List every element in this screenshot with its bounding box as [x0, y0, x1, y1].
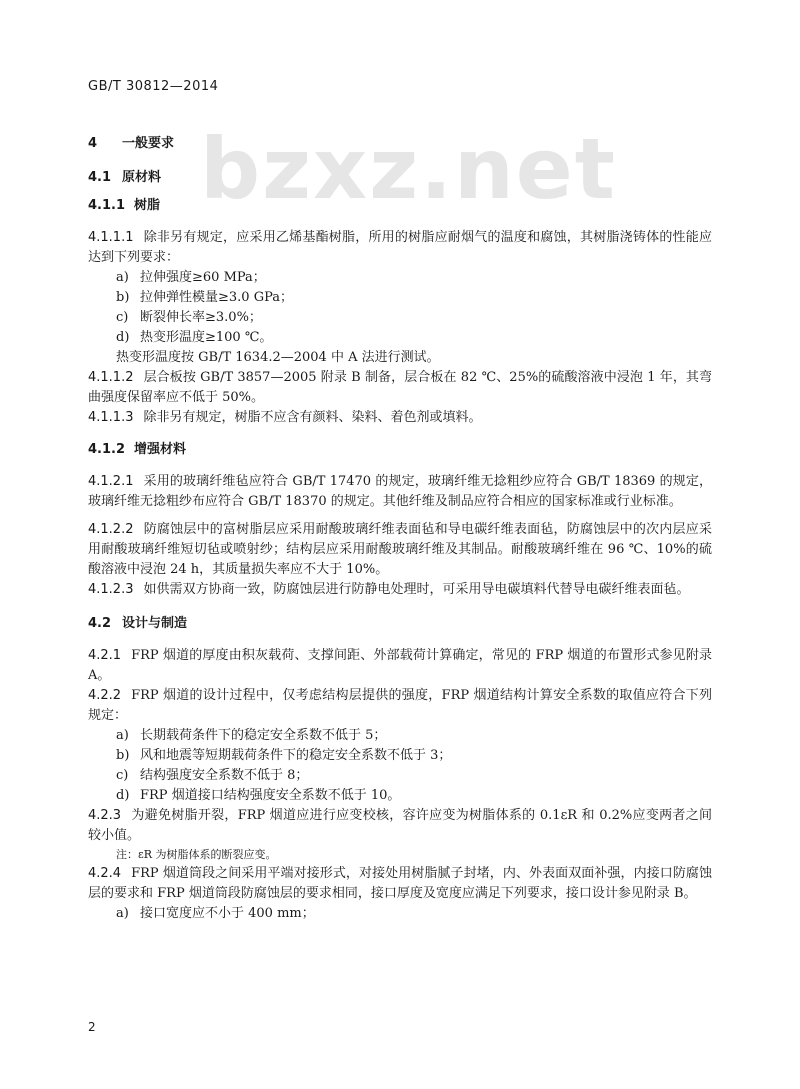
- list-item: a) 拉伸强度≥60 MPa；: [116, 270, 266, 285]
- clause-4-1-2-1: 4.1.2.1 采用的玻璃纤维毡应符合 GB/T 17470 的规定，玻璃纤维无捻粗纱应符合 GB/T 18369 的规定，玻璃纤维无捻粗纱布应符合 GB/T 18370 的规定。其他纤维及制品应符合相应的国家标准或行业标准。: [88, 474, 712, 509]
- heading-section-4-1-2: 4.1.2 增强材料: [88, 442, 187, 457]
- clause-4-1-1-1: 4.1.1.1 除非另有规定，应采用乙烯基酯树脂，所用的树脂应耐烟气的温度和腐蚀，其树脂浇铸体的性能应达到下列要求：: [88, 230, 712, 265]
- heading-section-4-2: 4.2 设计与制造: [88, 616, 188, 631]
- list-item: d) FRP 烟道接口结构强度安全系数不低于 10。: [116, 788, 401, 803]
- list-item: d) 热变形温度≥100 ℃。: [116, 330, 273, 345]
- heading-section-4-1: 4.1 原材料: [88, 170, 162, 185]
- list-item: b) 风和地震等短期载荷条件下的稳定安全系数不低于 3；: [116, 748, 452, 763]
- clause-4-2-4: 4.2.4 FRP 烟道筒段之间采用平端对接形式，对接处用树脂腻子封堵，内、外表面双面补强，内接口防腐蚀层的要求和 FRP 烟道筒段防腐蚀层的要求相同，接口厚度及宽度应满足下列要求，接口设计参见附录 B。: [88, 866, 712, 901]
- list-item: a) 长期载荷条件下的稳定安全系数不低于 5；: [116, 728, 387, 743]
- heading-section-4-1-1: 4.1.1 树脂: [88, 198, 161, 213]
- heading-section-4: 4 一般要求: [88, 136, 175, 151]
- watermark-logo: bzxz.net: [200, 120, 617, 218]
- clause-4-1-1-3: 4.1.1.3 除非另有规定，树脂不应含有颜料、染料、着色剂或填料。: [88, 410, 482, 425]
- clause-4-1-1-2: 4.1.1.2 层合板按 GB/T 3857—2005 附录 B 制备，层合板在 82 ℃、25%的硫酸溶液中浸泡 1 年，其弯曲强度保留率应不低于 50%。: [88, 370, 712, 405]
- list-item: b) 拉伸弹性模量≥3.0 GPa；: [116, 290, 293, 305]
- clause-4-1-2-2: 4.1.2.2 防腐蚀层中的富树脂层应采用耐酸玻璃纤维表面毡和导电碳纤维表面毡，防腐蚀层中的次内层应采用耐酸玻璃纤维短切毡或喷射纱；结构层应采用耐酸玻璃纤维及其制品。耐酸玻璃纤维在 96 ℃、10%的硫酸溶液中浸泡 24 h，其质量损失率应不大于 10%。: [88, 522, 712, 577]
- clause-4-2-3: 4.2.3 为避免树脂开裂，FRP 烟道应进行应变校核，容许应变为树脂体系的 0.1εR 和 0.2%应变两者之间较小值。: [88, 808, 712, 843]
- standard-code: GB/T 30812—2014: [88, 79, 219, 94]
- clause-4-2-1: 4.2.1 FRP 烟道的厚度由积灰载荷、支撑间距、外部载荷计算确定，常见的 FRP 烟道的布置形式参见附录 A。: [88, 648, 712, 683]
- list-item: c) 断裂伸长率≥3.0%；: [116, 310, 262, 325]
- page-content: [88, 118, 712, 924]
- note-4-2-3: 注：εR 为树脂体系的断裂应变。: [116, 848, 277, 861]
- page-number: 2: [88, 1020, 96, 1034]
- clause-4-2-2: 4.2.2 FRP 烟道的设计过程中，仅考虑结构层提供的强度，FRP 烟道结构计算安全系数的取值应符合下列规定：: [88, 688, 712, 723]
- clause-4-1-2-3: 4.1.2.3 如供需双方协商一致，防腐蚀层进行防静电处理时，可采用导电碳填料代替导电碳纤维表面毡。: [88, 582, 690, 597]
- list-item: a) 接口宽度应不小于 400 mm；: [116, 906, 315, 921]
- test-method-note: 热变形温度按 GB/T 1634.2—2004 中 A 法进行测试。: [116, 350, 440, 365]
- list-item: c) 结构强度安全系数不低于 8；: [116, 768, 309, 783]
